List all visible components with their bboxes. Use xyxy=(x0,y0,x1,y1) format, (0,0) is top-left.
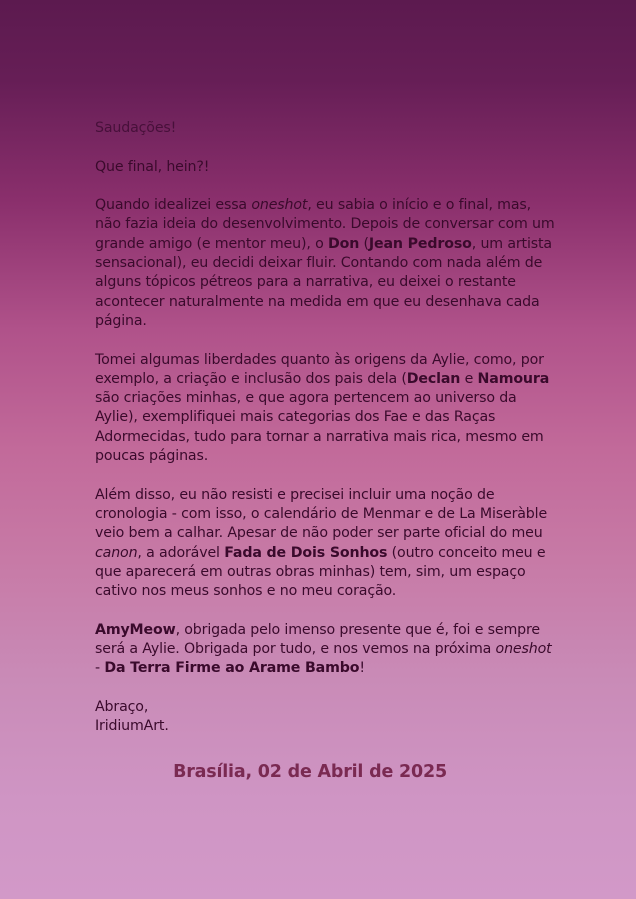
italic-term: oneshot xyxy=(495,641,552,658)
text-span: são criações minhas, e que agora pertencem ao universo da Aylie), exemplifiquei mais categorias dos Fae e das Raças Adormecidas, tudo para tornar a narrativa mais rica, mesmo em poucas páginas. xyxy=(95,390,544,465)
letter-body xyxy=(95,119,555,737)
bold-name: Jean Pedroso xyxy=(368,235,472,252)
bold-name: AmyMeow xyxy=(95,621,176,638)
text-span: , eu sabia o início e o final, mas, não fazia ideia do desenvolvimento. Depois de conversar com um grande amigo (e mentor meu), o xyxy=(95,197,555,252)
paragraph-2 xyxy=(95,351,555,467)
italic-term: canon xyxy=(95,544,138,561)
bold-name: Fada de Dois Sonhos xyxy=(224,544,388,561)
paragraph-1 xyxy=(95,196,555,331)
closing-line: Abraço, xyxy=(95,698,149,715)
bold-name: Namoura xyxy=(477,370,550,387)
sign-off xyxy=(95,698,555,737)
text-span: - xyxy=(95,660,105,677)
text-span: , um artista sensacional), eu decidi deixar fluir. Contando com nada além de alguns tópicos pétreos para a narrativa, eu deixei o restante acontecer naturalmente na medida em que eu desenhava cada página. xyxy=(95,235,552,329)
signature-name: IridiumArt. xyxy=(95,718,169,735)
text-span: Além disso, eu não resisti e precisei incluir uma noção de cronologia - com isso, o calendário de Menmar e de La Miseràble veio bem a calhar. Apesar de não poder ser parte oficial do meu xyxy=(95,486,548,542)
paragraph-3 xyxy=(95,486,555,602)
date-place-line: Brasília, 02 de Abril de 2025 xyxy=(173,762,447,782)
text-span: ! xyxy=(359,660,365,677)
bold-name: Declan xyxy=(406,370,461,387)
text-span: (outro conceito meu e que aparecerá em outras obras minhas) tem, sim, um espaço cativo nos meus sonhos e no meu coração. xyxy=(95,544,546,600)
text-span: , obrigada pelo imenso presente que é, foi e sempre será a Aylie. Obrigada por tudo, e nos vemos na próxima xyxy=(95,621,540,658)
greeting: Saudações! xyxy=(95,120,177,136)
text-span: Tomei algumas liberdades quanto às origens da Aylie, como, por exemplo, a criação e inclusão dos pais dela ( xyxy=(95,351,544,387)
exclamation-line: Que final, hein?! xyxy=(95,158,210,175)
text-span: Quando idealizei essa xyxy=(95,197,252,214)
text-span: ( xyxy=(359,235,369,252)
bold-title: Da Terra Firme ao Arame Bambo xyxy=(104,660,360,677)
text-span: e xyxy=(460,370,478,387)
text-span: , a adorável xyxy=(137,544,225,561)
italic-term: oneshot xyxy=(251,197,308,214)
paragraph-4 xyxy=(95,621,555,679)
bold-name: Don xyxy=(327,235,360,252)
